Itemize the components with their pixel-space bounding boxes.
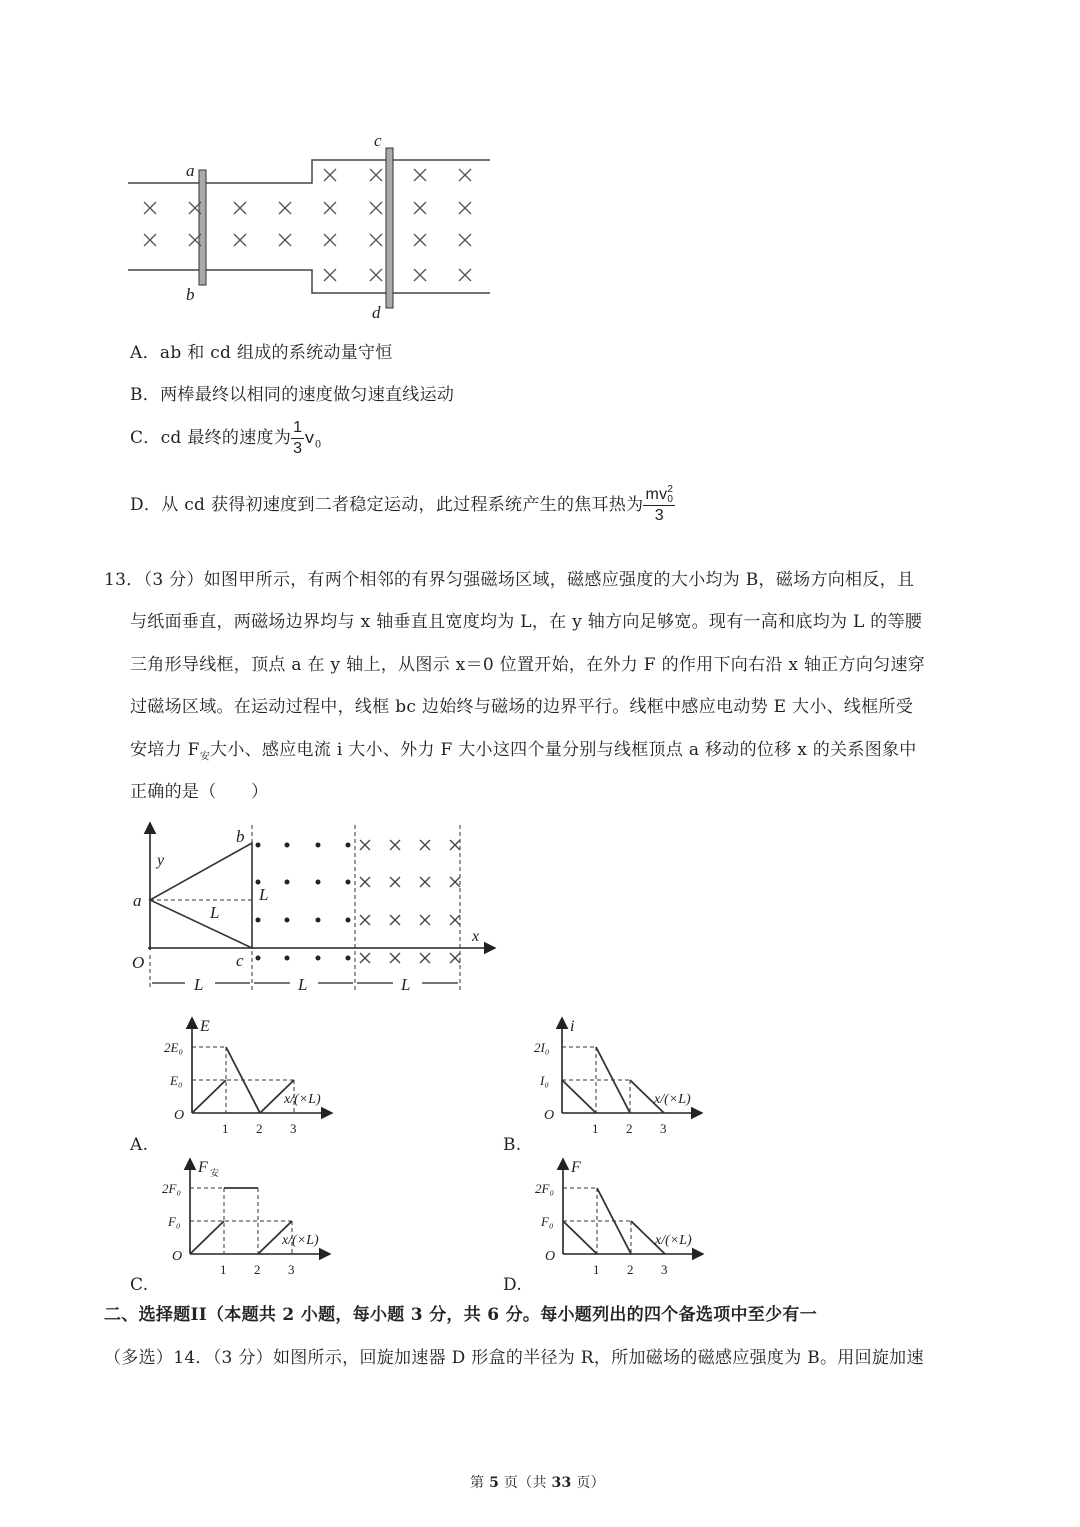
- question-14: （多选）14．（3 分）如图所示，回旋加速器 D 形盒的半径为 R，所加磁场的磁感应强度为 B。用回旋加速: [104, 1348, 924, 1368]
- label-c: c: [374, 131, 382, 150]
- subscript: 0: [314, 439, 322, 451]
- dot-mark: [316, 843, 321, 848]
- x-tick-label: 2: [254, 1262, 261, 1277]
- option-letter: D.: [503, 1275, 523, 1295]
- dot-mark: [256, 843, 261, 848]
- x-tick-label: 1: [220, 1262, 227, 1277]
- fraction: [291, 418, 304, 459]
- text: 安培力 F: [130, 740, 200, 760]
- question-13-line: 过磁场区域。在运动过程中，线框 bc 边始终与磁场的边界平行。线框中感应电动势 E 大小、线框所受: [130, 697, 914, 717]
- dot-mark: [346, 956, 351, 961]
- vertex-b: b: [236, 827, 245, 846]
- tick-y: F₀: [541, 1214, 554, 1229]
- page-number: 5: [489, 1475, 500, 1491]
- option-d: [130, 485, 675, 526]
- x-tick-label: 3: [288, 1262, 295, 1277]
- origin-label: O: [132, 953, 145, 972]
- text: 页）: [571, 1475, 605, 1491]
- tick-y: F₀: [168, 1214, 181, 1229]
- y-axis-label: y: [157, 852, 165, 869]
- text: 大小、感应电流 i 大小、外力 F 大小这四个量分别与线框顶点 a 移动的位移 x 的关系图象中: [210, 740, 917, 760]
- option-letter: B.: [503, 1135, 522, 1155]
- y-axis-label: E: [200, 1018, 210, 1035]
- text: 页（共: [499, 1475, 552, 1491]
- dot-mark: [285, 843, 290, 848]
- subscript: 0: [667, 494, 674, 505]
- x-tick-label: 2: [256, 1121, 263, 1136]
- answer-graph-d: [535, 1159, 692, 1277]
- x-axis-label: x: [472, 928, 480, 945]
- y-axis-label: F: [571, 1159, 581, 1176]
- x-tick-label: 3: [661, 1262, 668, 1277]
- subscript: 安: [199, 751, 211, 763]
- x-tick-label: 2: [627, 1262, 634, 1277]
- fraction: [643, 485, 675, 526]
- x-axis-label: x/(×L): [284, 1092, 321, 1107]
- total-pages: 33: [551, 1475, 572, 1491]
- tick-2y: 2F₀: [162, 1181, 181, 1196]
- dot-mark: [346, 880, 351, 885]
- dot-mark: [285, 956, 290, 961]
- question-13-line: 与纸面垂直，两磁场边界均与 x 轴垂直且宽度均为 L，在 y 轴方向足够宽。现有一高和底均为 L 的等腰: [130, 612, 923, 632]
- x-axis-label: x/(×L): [655, 1233, 692, 1248]
- dot-mark: [316, 956, 321, 961]
- numerator: 1: [291, 418, 304, 439]
- denominator: 3: [654, 507, 664, 525]
- dot-mark: [256, 880, 261, 885]
- answer-graph-b: [534, 1018, 691, 1136]
- graph-segment: [190, 1221, 224, 1254]
- origin-label: O: [544, 1108, 555, 1123]
- vertex-c: c: [236, 951, 244, 970]
- question-13-line: [130, 735, 917, 762]
- option-text: 从 cd 获得初速度到二者稳定运动，此过程系统产生的焦耳热为: [161, 495, 644, 516]
- x-tick-label: 2: [626, 1121, 633, 1136]
- question-13-line: 正确的是（ ）: [130, 782, 269, 802]
- dot-mark: [316, 880, 321, 885]
- origin-label: O: [172, 1249, 183, 1264]
- dot-mark: [285, 880, 290, 885]
- length-label: L: [194, 975, 204, 994]
- option-b: [130, 380, 454, 405]
- dot-mark: [256, 918, 261, 923]
- question-13-line: 三角形导线框，顶点 a 在 y 轴上，从图示 x＝0 位置开始，在外力 F 的作用下向右沿 x 轴正方向匀速穿: [130, 655, 926, 675]
- mv: mv: [645, 486, 668, 504]
- option-text: ab 和 cd 组成的系统动量守恒: [159, 343, 393, 363]
- page-footer: [470, 1472, 605, 1492]
- v: v: [304, 430, 315, 449]
- length-label: L: [259, 885, 269, 904]
- vertex-a: a: [133, 891, 142, 910]
- tick-2y: 2F₀: [535, 1181, 554, 1196]
- x-tick-label: 1: [593, 1262, 600, 1277]
- dot-mark: [285, 918, 290, 923]
- length-label: L: [401, 975, 411, 994]
- numerator: [643, 485, 675, 506]
- option-letter: B．: [130, 385, 161, 405]
- dot-mark: [346, 843, 351, 848]
- y-axis-subscript: 安: [210, 1168, 220, 1178]
- dot-mark: [256, 956, 261, 961]
- origin-label: O: [174, 1108, 185, 1123]
- dot-mark: [316, 918, 321, 923]
- question-13-line: 13．（3 分）如图甲所示，有两个相邻的有界匀强磁场区域，磁感应强度的大小均为 B，磁场方向相反，且: [104, 570, 915, 590]
- graph-segment: [597, 1188, 631, 1254]
- dot-mark: [346, 918, 351, 923]
- text: 第: [470, 1475, 490, 1491]
- length-label: L: [210, 903, 220, 922]
- graph-segment: [563, 1221, 597, 1254]
- section-heading: 二、选择题II（本题共 2 小题，每小题 3 分，共 6 分。每小题列出的四个备选项中至少有一: [104, 1305, 817, 1325]
- tick-2y: 2E₀: [164, 1040, 183, 1055]
- superscript: 2: [667, 484, 674, 495]
- label-d: d: [372, 303, 381, 322]
- graph-segment: [226, 1047, 260, 1113]
- x-tick-label: 3: [660, 1121, 667, 1136]
- option-a: [130, 338, 393, 363]
- option-letter: C.: [130, 1275, 149, 1295]
- option-letter: A.: [130, 1135, 149, 1155]
- option-text: 两棒最终以相同的速度做匀速直线运动: [160, 385, 455, 405]
- x-tick-label: 3: [290, 1121, 297, 1136]
- length-label: L: [298, 975, 308, 994]
- answer-graph-a: [164, 1018, 321, 1136]
- label-a: a: [186, 161, 195, 180]
- option-c: [130, 418, 322, 459]
- label-b: b: [186, 285, 195, 304]
- option-letter: D．: [130, 495, 162, 516]
- graph-segment: [192, 1080, 226, 1113]
- x-tick-label: 1: [592, 1121, 599, 1136]
- y-axis-label: F: [198, 1159, 208, 1176]
- x-axis-label: x/(×L): [282, 1233, 319, 1248]
- y-axis-label: i: [570, 1018, 575, 1035]
- tick-y: I₀: [540, 1073, 549, 1088]
- x-axis-label: x/(×L): [654, 1092, 691, 1107]
- origin-label: O: [545, 1249, 556, 1264]
- option-text: cd 最终的速度为: [160, 428, 292, 448]
- option-letter: A．: [130, 343, 160, 363]
- denominator: 3: [293, 440, 303, 457]
- tick-y: E₀: [170, 1073, 183, 1088]
- x-tick-label: 1: [222, 1121, 229, 1136]
- graph-segment: [562, 1080, 596, 1113]
- tick-2y: 2I₀: [534, 1040, 550, 1055]
- option-letter: C．: [130, 428, 161, 448]
- graph-segment: [596, 1047, 630, 1113]
- answer-graph-c: [162, 1159, 319, 1277]
